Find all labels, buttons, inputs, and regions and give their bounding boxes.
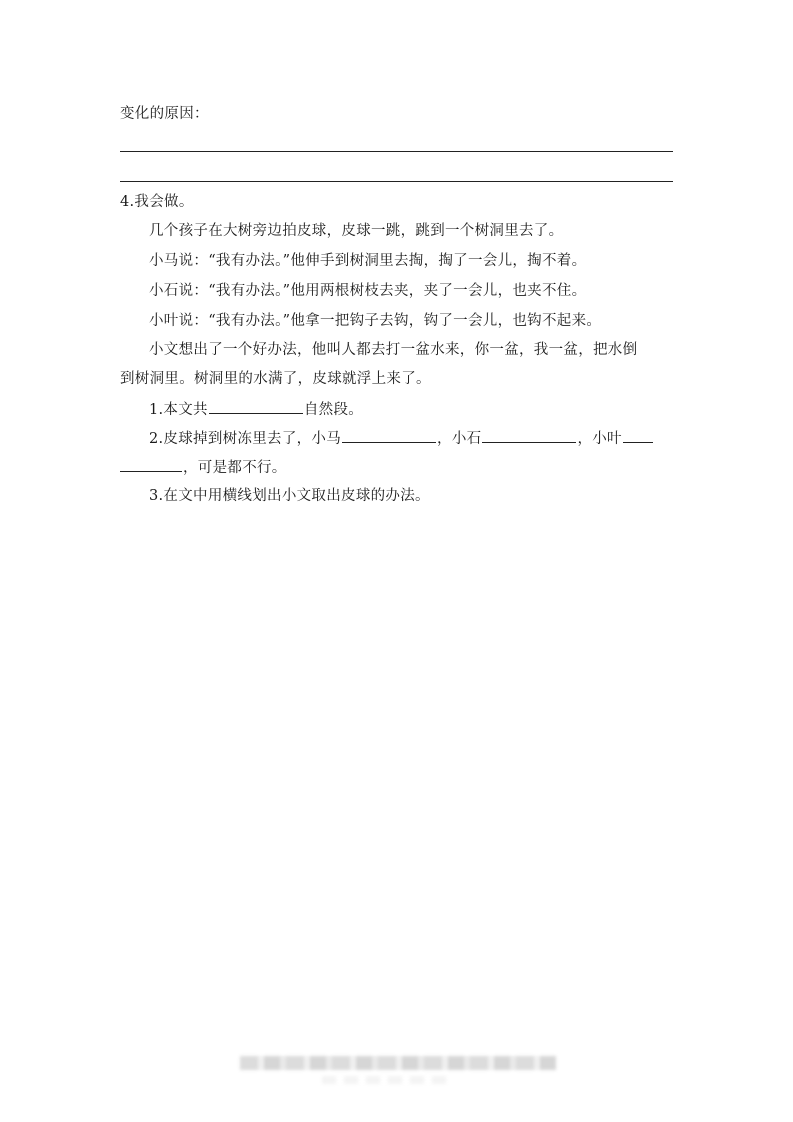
question-3: 3.在文中用横线划出小文取出皮球的办法。	[149, 488, 430, 504]
question-2-prefix: 2.皮球掉到树冻里去了，小马	[149, 431, 342, 447]
passage-paragraph-5-line-1: 小文想出了一个好办法，他叫人都去打一盆水来，你一盆，我一盆，把水倒	[149, 342, 638, 358]
question-2-blank-xiaoshi[interactable]	[482, 428, 576, 443]
passage-paragraph-2: 小马说：“我有办法。”他伸手到树洞里去掏，掏了一会儿，掏不着。	[149, 253, 587, 269]
section-4-heading: 4.我会做。	[120, 194, 194, 210]
change-reason-label: 变化的原因：	[120, 106, 209, 122]
question-1-prefix: 1.本文共	[149, 402, 208, 418]
answer-line-2[interactable]	[120, 181, 673, 182]
question-2-blank-xiaoye-part-1[interactable]	[623, 428, 653, 443]
footer-watermark-sub	[322, 1076, 452, 1084]
question-1	[149, 399, 363, 420]
passage-paragraph-5-line-2: 到树洞里。树洞里的水满了，皮球就浮上来了。	[120, 371, 431, 387]
question-1-blank[interactable]	[209, 399, 303, 414]
question-1-suffix: 自然段。	[303, 402, 364, 418]
question-2-continued	[120, 457, 287, 478]
question-2-mid-2: ，小叶	[577, 431, 622, 447]
question-2-mid-1: ，小石	[437, 431, 482, 447]
passage-paragraph-3: 小石说：“我有办法。”他用两根树枝去夹，夹了一会儿，也夹不住。	[149, 283, 587, 299]
question-2	[149, 428, 654, 449]
question-2-blank-xiaoye-part-2[interactable]	[120, 457, 182, 472]
footer-watermark	[240, 1056, 556, 1070]
answer-line-1[interactable]	[120, 151, 673, 152]
passage-paragraph-1: 几个孩子在大树旁边拍皮球，皮球一跳，跳到一个树洞里去了。	[149, 223, 564, 239]
question-2-suffix: ，可是都不行。	[183, 460, 287, 476]
passage-paragraph-4: 小叶说：“我有办法。”他拿一把钩子去钩，钩了一会儿，也钩不起来。	[149, 313, 602, 329]
question-2-blank-xiaoma[interactable]	[342, 428, 436, 443]
